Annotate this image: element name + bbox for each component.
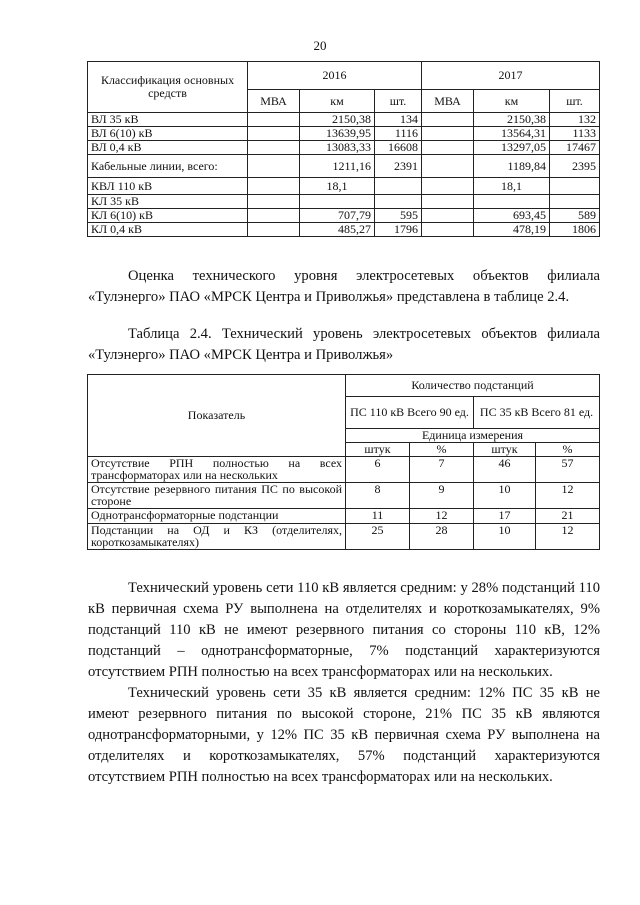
table-cell	[550, 178, 600, 195]
row-label: КЛ 35 кВ	[88, 195, 248, 209]
table-cell: 132	[550, 113, 600, 127]
paragraph-35kv: Технический уровень сети 35 кВ является средним: 12% ПС 35 кВ не имеют резервного питания по высокой стороне, 21% ПС 35 кВ являются однотрансформаторными, у 12% ПС 35 кВ первичная схема РУ выполнена на отделителях и короткозамыкателях, 57% подстанций характеризуются отсутствием РПН полностью на всех трансформаторах или на нескольких.	[88, 685, 600, 785]
unit-header-cell: км	[474, 90, 550, 113]
table-cell: 1806	[550, 223, 600, 237]
header-ps110: ПС 110 кВ Всего 90 ед.	[346, 397, 474, 429]
table-caption: Таблица 2.4. Технический уровень электросетевых объектов филиала «Тулэнерго» ПАО «МРСК Центра и Приволжья»	[88, 326, 600, 363]
table-cell: 2395	[550, 155, 600, 178]
row-label: ВЛ 0,4 кВ	[88, 141, 248, 155]
table-cell: 9	[410, 483, 474, 509]
table-row	[88, 127, 600, 141]
body-text	[88, 578, 600, 788]
table-cell: 28	[410, 524, 474, 550]
row-label: Отсутствие резервного питания ПС по высокой стороне	[88, 483, 346, 509]
table-cell: 17	[474, 509, 536, 524]
table-row	[88, 113, 600, 127]
table-row	[88, 178, 600, 195]
table-cell	[248, 127, 300, 141]
table-row	[88, 195, 600, 209]
unit-header-cell: МВА	[248, 90, 300, 113]
table-row	[88, 509, 600, 524]
table-cell: 13639,95	[300, 127, 375, 141]
table-cell	[550, 195, 600, 209]
table-cell: 6	[346, 457, 410, 483]
table-cell: 12	[536, 483, 600, 509]
table-cell	[474, 195, 550, 209]
unit-header-cell: %	[536, 443, 600, 457]
table-cell	[422, 178, 474, 195]
header-year-2017: 2017	[422, 62, 600, 90]
table-cell: 134	[375, 113, 422, 127]
table-cell: 589	[550, 209, 600, 223]
row-label: Кабельные линии, всего:	[88, 155, 248, 178]
table-cell: 18,1	[300, 178, 375, 195]
page-number: 20	[313, 38, 327, 53]
table-cell	[422, 209, 474, 223]
header-substation-count: Количество подстанций	[346, 375, 600, 397]
table-cell: 693,45	[474, 209, 550, 223]
table-cell: 1133	[550, 127, 600, 141]
table-cell: 10	[474, 483, 536, 509]
header-asset-class: Классификация основных средств	[88, 62, 248, 113]
table-cell: 1796	[375, 223, 422, 237]
table-cell	[248, 141, 300, 155]
table-cell: 2391	[375, 155, 422, 178]
table-cell	[422, 223, 474, 237]
table-cell: 12	[410, 509, 474, 524]
table-cell	[422, 155, 474, 178]
table-cell: 7	[410, 457, 474, 483]
row-label: Однотрансформаторные подстанции	[88, 509, 346, 524]
table-cell	[248, 195, 300, 209]
table-cell: 11	[346, 509, 410, 524]
table-cell	[375, 178, 422, 195]
unit-header-cell: штук	[346, 443, 410, 457]
table-row	[88, 141, 600, 155]
table-cell: 707,79	[300, 209, 375, 223]
unit-header-cell: %	[410, 443, 474, 457]
table-row	[88, 155, 600, 178]
table-cell: 16608	[375, 141, 422, 155]
table-cell	[248, 155, 300, 178]
table-cell: 13564,31	[474, 127, 550, 141]
unit-header-cell: штук	[474, 443, 536, 457]
table-cell	[422, 113, 474, 127]
unit-header-cell: шт.	[375, 90, 422, 113]
table-cell: 1211,16	[300, 155, 375, 178]
table-cell: 1116	[375, 127, 422, 141]
table-cell	[422, 141, 474, 155]
table-row	[88, 223, 600, 237]
table-cell: 21	[536, 509, 600, 524]
table-cell: 46	[474, 457, 536, 483]
table-cell	[422, 127, 474, 141]
table-row	[88, 209, 600, 223]
header-unit: Единица измерения	[346, 429, 600, 443]
paragraph-110kv: Технический уровень сети 110 кВ является средним: у 28% подстанций 110 кВ первичная схема РУ выполнена на отделителях и короткозамыкателях, 9% подстанций 110 кВ не имеют резервного питания со стороны 110 кВ, 12% подстанций – однотрансформаторные, 7% подстанций характеризуются отсутствием РПН полностью на всех трансформаторах или на нескольких.	[88, 580, 600, 680]
table-cell	[300, 195, 375, 209]
table-cell: 57	[536, 457, 600, 483]
table-cell: 13297,05	[474, 141, 550, 155]
header-indicator: Показатель	[88, 375, 346, 457]
header-year-2016: 2016	[248, 62, 422, 90]
header-ps35: ПС 35 кВ Всего 81 ед.	[474, 397, 600, 429]
fixed-assets-table	[87, 61, 600, 237]
table-cell: 485,27	[300, 223, 375, 237]
table-cell: 1189,84	[474, 155, 550, 178]
table-cell	[248, 223, 300, 237]
table-cell: 12	[536, 524, 600, 550]
row-label: Подстанции на ОД и КЗ (отделителях, короткозамыкателях)	[88, 524, 346, 550]
table-cell: 25	[346, 524, 410, 550]
row-label: ВЛ 35 кВ	[88, 113, 248, 127]
technical-level-table	[87, 374, 600, 550]
row-label: КЛ 6(10) кВ	[88, 209, 248, 223]
table-cell: 13083,33	[300, 141, 375, 155]
table-cell: 8	[346, 483, 410, 509]
paragraph-intro: Оценка технического уровня электросетевых объектов филиала «Тулэнерго» ПАО «МРСК Центра и Приволжья» представлена в таблице 2.4.	[88, 268, 600, 305]
table-cell	[248, 178, 300, 195]
unit-header-cell: шт.	[550, 90, 600, 113]
table-cell: 18,1	[474, 178, 550, 195]
row-label: ВЛ 6(10) кВ	[88, 127, 248, 141]
table-cell: 17467	[550, 141, 600, 155]
table-row	[88, 524, 600, 550]
table-row	[88, 457, 600, 483]
row-label: КВЛ 110 кВ	[88, 178, 248, 195]
table-cell	[248, 113, 300, 127]
table-cell: 478,19	[474, 223, 550, 237]
row-label: Отсутствие РПН полностью на всех трансформаторах или на нескольких	[88, 457, 346, 483]
table-cell: 2150,38	[474, 113, 550, 127]
table-cell	[375, 195, 422, 209]
table-cell: 595	[375, 209, 422, 223]
table-cell	[248, 209, 300, 223]
table-cell: 10	[474, 524, 536, 550]
table-row	[88, 483, 600, 509]
row-label: КЛ 0,4 кВ	[88, 223, 248, 237]
table-cell: 2150,38	[300, 113, 375, 127]
unit-header-cell: МВА	[422, 90, 474, 113]
unit-header-cell: км	[300, 90, 375, 113]
table-cell	[422, 195, 474, 209]
